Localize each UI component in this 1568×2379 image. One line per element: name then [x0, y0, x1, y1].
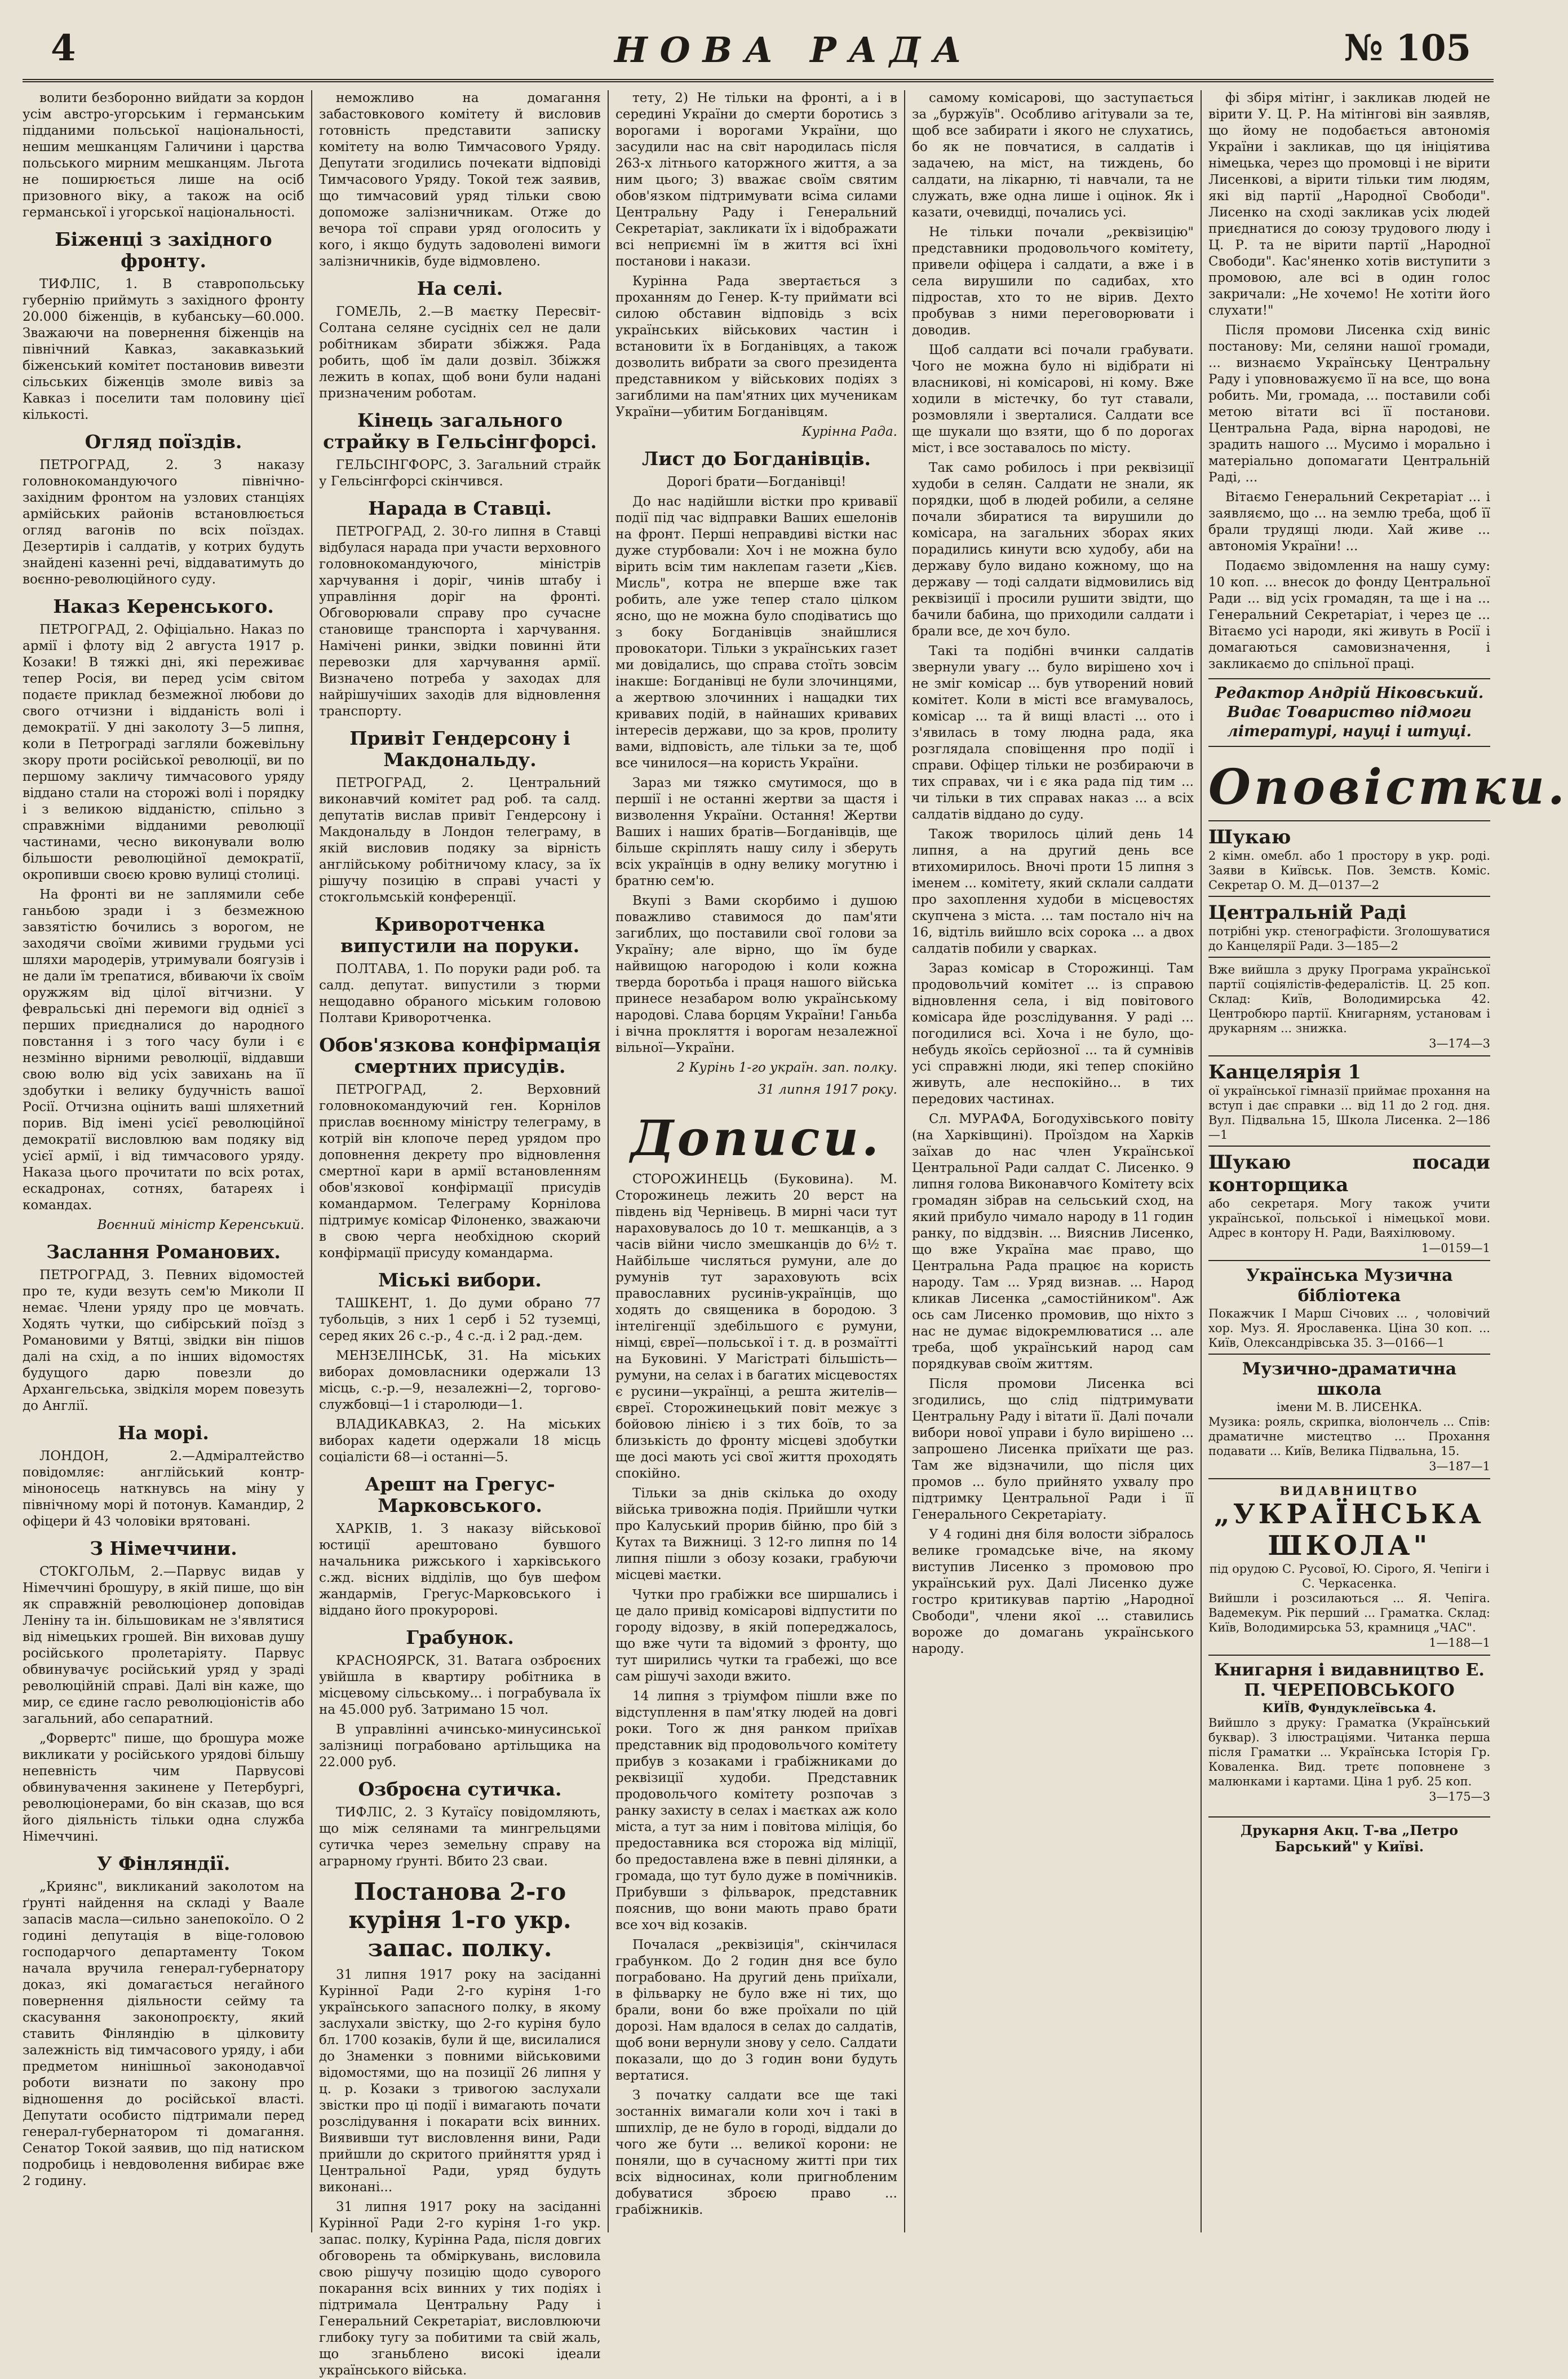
article-text: Після промови Лисенка всі згодились, що слід підтримувати Центральну Раду і вітати її. Далі почали вибори нової управи і було вирішено ... запрошено Лисенка приїхати ще раз. Там же відзначили, що після цих промов ... було прийнято ухвалу про підтримку Центральної Ради і її Генерального Секретаріату. [912, 1377, 1194, 1522]
article-text: неможливо на домагання забастовкового комітету й висловив готовність представити записку комітету на волю Тимчасового Уряду. Депутати згодились почекати відповіді Тимчасового Уряду. Токой теж заявив, що тимчасовий уряд тільки свою допоможе залізничникам. Отже до вечора тої справи уряд оголосить у кого, і якщо будуть задоволені вимоги залізничників, буде відмовлено. [319, 91, 601, 269]
article-text: Вітаємо Генеральний Секретаріат ... і заявляємо, що ... на землю треба, щоб її брали трудящі люди. Хай живе ... автономія України! ... [1208, 490, 1490, 554]
headline: Заслання Романових. [46, 1241, 281, 1263]
ad-text: Музика: рояль, скрипка, віолончель ... Спів: драматичне мистецтво ... Прохання подавати ... Київ, Велика Підвальна, 15. [1208, 1415, 1490, 1458]
article-text: 31 липня 1917 року на засіданні Курінної Ради 2-го куріня 1-го укр. запас. полку, Курінна Рада, після довгих обговорень та обміркувань, висловила свою рішучу позицію щодо суворого покарання всіх винних у тих подіях і підтримала Центральну Раду і Генеральний Секретаріат, висловлюючи глибоку тугу за побитими та свій жаль, що зганьблено високі ідеали українського війська. [319, 2200, 601, 2378]
article-text: До нас надійшли вістки про кривавії події під час відправки Ваших ешелонів на фронт. Перші неправдиві вістки нас дуже стурбовали: Хоч і не можна було вірить всім тим наклепам газети „Кієв. Мисль", котра не вперше вже так робить, але уже тепер стало цілком ясно, що не можна було сподіватись що з боку Богданівців знайшлися провокатори. Тільки з українських газет ми довідались, що справа стоїть зовсім інакше: Богданівці не були злочинцями, а жертвою злочинних і нащадки тих кривавих подій, в найнаших кривавих інтересів держави, що за кров, пролиту вами, відповість, але тільки за те, щоб все чинилося—на користь України. [615, 494, 897, 771]
article-text: Чутки про грабіжки все ширшались і це дало привід комісарові відпустити по городу відозву, в якій попереджалось, що вже чути та відомий з фронту, що тут ширились чутки та грабежі, що все сам рішучі заходи вжито. [615, 1588, 897, 1684]
publisher-name: Видає Товариство підмоги літературі, науці і штуці. [1227, 704, 1472, 740]
article-text: ПЕТРОГРАД, 2. Офіціально. Наказ по армії і флоту від 2 августа 1917 р. Козаки! В тяжкі дні, які переживає тепер Росія, ви перед усім світом подаєте приклад безмежної любови до свого отчизни і відданість волі і демократії. У дні заколоту 3—5 липня, коли в Петрограді загляли божевільну зкору проти російської революції, ви по першому закличу тимчасового уряду віддано стали на сторожі волі і порядку і з великою відданістю, спільно з справжніми відданими революції частинами, чесно виконували волю більшости революційної демократії, окропивши своєю кровю вулиці столиці. [23, 622, 304, 882]
article-text: ТАШКЕНТ, 1. До думи обрано 77 тубольців, з них 1 серб і 52 туземці, серед яких 26 с.-р., 4 с.-д. і 2 рад.-дем. [319, 1296, 601, 1343]
ad-text: потрібні укр. стенографісти. Зголошуватися до Канцелярії Ради. 3—185—2 [1208, 925, 1490, 953]
article-text: Зараз комісар в Сторожинці. Там продовольчий комітет ... із справою відновлення села, і від повітового комісара йде розслідування. У раді ... погодилися всі. Хоча і не було, що-небудь якоїсь серйозної ... та й сумнівів усі справжні люди, які тепер спокійно живуть, але неспокійно... в тих передових частинах. [912, 961, 1194, 1107]
newspaper-page [23, 17, 1568, 2378]
ad-number: 3—175—3 [1429, 1790, 1490, 1803]
article-text: Курінна Рада звертається з проханням до Генер. К-ту приймати всі силою обставин відповідь з всіх українських військових частин і встановити їх в Богданівцях, а також дозволить вибрати за свого президента представником у військових подіях з загиблими на пам'ятних цих мученикам України—убитим Богданівцям. [615, 274, 897, 419]
column-rule [311, 90, 312, 2232]
headline: З Німеччини. [90, 1537, 237, 1559]
article-text: Такі та подібні вчинки салдатів звернули увагу ... було вирішено хоч і не зміг комісар ... був утворений новий комітет. Коли в місті все вгамувалось, комісар ... та й вищі власті ... ото і з'явилась в тому людна рада, яка розглядала сповіщення про події і справи. Офіцер тільки не розбираючи в тих справах, чи і є яка рада під тим ... чи тільки в тих справах наказ ... а всіх салдатів віддано до суду. [912, 644, 1194, 822]
headline: Озброєна сутичка. [358, 1778, 562, 1800]
headline: Нарада в Ставці. [368, 497, 552, 519]
article-text: Почалася „реквізиція", скінчилася грабунком. До 2 годин дня все було пограбовано. На другий день приїхали, в фільварку не було вже ні тих, що брали, вони бо вже проїхали по цій дорозі. Нам вдалося в селах до салдатів, щоб вони вернули знову у село. Салдати показали, що до 3 годин вони будуть вертатися. [615, 1938, 897, 2083]
headline: Лист до Богданівців. [642, 448, 871, 470]
article-text: волити безборонно вийдати за кордон усім австро-угорським і германським підданими польської національності, нешим мешканцям Галичини і царства польського мирним мешканцям. Льгота не поширюється лише на осіб призовного віку, а також на осіб германської і угорської національності. [23, 91, 304, 220]
article-text: фі збіря мітінг, і закликав людей не вірити У. Ц. Р. На мітінгові він заявляв, що йому не подобається автономія України і закликав, що ця ініціятива німецька, через що промовці і не вірити Лисенкові, а вірити тільки тим людям, які від партії „Народної Свободи". Лисенко на сході закликав усіх людей приєднатися до союзу трудового люду і Ц. Р. та не вірити партії „Народної Свободи". Кас'яненко хотів виступити з промовою, але всі в один голос закричали: „Не хочемо! Не хотіти його слухати!" [1208, 91, 1490, 318]
ad-subtitle: імени М. В. ЛИСЕНКА. [1276, 1400, 1423, 1414]
classified-ad [1208, 1655, 1490, 1808]
ad-title: Українська Музична бібліотека [1246, 1266, 1453, 1306]
ad-title: Шукаю [1208, 826, 1291, 848]
classified-ad [1208, 1478, 1490, 1655]
article-text: Зараз ми тяжко смутимося, що в першії і не останні жертви за щастя і визволення України. Остання! Жертви Ваших і наших братів—Богданівців, ще більше скріплять нашу силу і зберуть всіх українців в одну велику могутню і братню сем'ю. [615, 776, 897, 888]
classified-ad [1208, 1146, 1490, 1260]
ad-subtitle: КИЇВ, Фундуклеївська 4. [1262, 1701, 1437, 1715]
headline: На селі. [417, 277, 503, 299]
article-text: На фронті ви не заплямили себе ганьбою зради і з безмежною завзятістю бочились з ворогом, не заходячи своїми живими грудьми усі шляхи мародерів, утримували боягузів і не дали їм трепатися, вбиваючи їх своїм оружжям від цілої вітчизни. У февральські дні перемоги від однієї з перших приєдналися до народного повстання і з того часу були і є незмінно вірними революції, віддавши свою волю від усіх завихань на її здобутки і велику будучність вашої Росії. Отчизна оцінить ваші шляхетний порив. Від імені усієї революційної демократії висловлюю вам подяку від усієї армії, і від тимчасового уряду. Наказа цього прочитати по всіх ротах, ескадронах, сотнях, батареях і командах. [23, 887, 304, 1213]
ad-text: Вийшли і розсилаються ... Я. Чепіга. Вадемекум. Рік перший ... Граматка. Склад: Київ, Володимирська 53, крамниця „ЧАС". [1208, 1591, 1490, 1634]
column-4 [912, 90, 1194, 2232]
headline: Біженці з західного фронту. [55, 228, 272, 272]
editor-name: Редактор Андрій Ніковський. [1215, 684, 1484, 702]
ad-title: Книгарня і видавництво Е. П. ЧЕРЕПОВСЬКОГО [1214, 1660, 1485, 1700]
article-text: ПОЛТАВА, 1. По поруки ради роб. та салд. депутат. випустили з тюрми нещодавно обраного міським головою Полтави Криворотченка. [319, 962, 601, 1025]
article-text: ТИФЛІС, 1. В ставропольську губернію приймуть з західного фронту 20.000 біженців, в кубанську—60.000. Зважаючи на повернення біженців на північний Кавказ, закавказький біженський комітет постановив вивезти сільських біженців змоле вивіз за Кавказ і поселити там половину цієї кількості. [23, 277, 304, 422]
article-text: З початку салдати все ще такі зостанніх вимагали коли хоч і такі в шпихлір, де не було в городі, віддали до чого же бути ... великої корони: не поняли, що в сучасному житті при тих всіх відносинах, коли пригнобленим добуватися зброєю право ... грабіжників. [615, 2088, 897, 2217]
signature: Воєнний міністр Керенський. [97, 1218, 304, 1232]
classified-ad [1208, 896, 1490, 957]
headline: Огляд поїздів. [85, 431, 242, 453]
column-5 [1208, 90, 1568, 2232]
ad-title: Музично-драматична школа [1242, 1359, 1457, 1399]
article-text: В управлінні ачинсько-минусинської залізниці пограбовано артільщика на 22.000 руб. [319, 1722, 601, 1770]
classified-ad [1208, 820, 1490, 896]
column-3 [615, 90, 897, 2232]
article-text: Після промови Лисенка схід виніс постанову: Ми, селяни нашої громади, ... визнаємо Українську Центральну Раду і уповноважуємо її на все, що вона робить. Ми, громада, ... поставили собі метою вітати всі її постанови. Центральна Рада, вірна народові, не зрадить нашого ... Мусимо і морально і матеріально допомагати Центральній Раді, ... [1208, 323, 1490, 485]
ad-text: Вийшло з друку: Граматка (Український буквар). З ілюстраціями. Читанка перша після Граматки ... Українська Історія Гр. Коваленка. Вид. третє поповнене з малюнками і картами. Ціна 1 руб. 25 коп. [1208, 1716, 1490, 1788]
issue-number: № 105 [1344, 27, 1471, 69]
ad-number: 1—188—1 [1429, 1636, 1490, 1650]
article-text: Тільки за днів скількa до оходу війська тривожна подія. Прийшли чутки про Калуський прорив бійню, про бій з Кутах та Вижниці. З 12-го липня по 14 липня пішли з обозу козаки, грабуючи місцеві маєтки. [615, 1486, 897, 1582]
article-text: Вкупі з Вами скорбимо і душою поважливо ставимося до пам'яти загиблих, що поставили свої голови за Україну; але вірно, що їм буде найвищою нагородою і коли кожна тверда боротьба і праця нашого війська принесе незабаром волю українському народові. Слава борцям України! Ганьба і вічна прокляття і ворогам незалежної вільної—України. [615, 894, 897, 1055]
page-number: 4 [51, 27, 76, 69]
headline: У Фінляндії. [96, 1852, 231, 1874]
ad-text: або секретаря. Могу також учити української, польської і німецької мови. Адрес в контору Н. Ради, Ваяхілювому. [1208, 1197, 1490, 1240]
article-text: 14 липня з тріумфом пішли вже по відступлення в пам'ятку людей на довгі роки. Того ж дня ранком приїхав представник від продовольчого комітету прибув з козаками і грабіжниками до реквізиції худоби. Представник продовольчого комітету розпочав з ранку захисту в селах і маєтках аж коло міста, а тут за ним і повітова міліція, бо предоставника вся сторожа від міліції, бо предоставлена вже в певні ділянки, а громада, що тут було дуже в помічників. Прибувши з фільварок, представник пояснив, що вони мають право брати все хоч від козаків. [615, 1689, 897, 1933]
masthead [23, 17, 1494, 82]
article-text: „Криянс", викликаний заколотом на ґрунті найдення на складі у Ваале запасів масла—сильно занепокоїло. О 2 годині депутація в віце-головою господарчого департаменту Током начала вручила генерал-губернатору доказ, які домагається негайного повернення діяльности сейму та скасування законопроєкту, який ставить Фінляндію в цілковиту залежність від тимчасового уряду, і аби предметом нинішньої законодавчої роботи визнати по закону про відношення до російської власті. Депутати особисто підтримали перед генерал-губернатором ті домагання. Сенатор Токой заявив, що під натиском подробиць і невдоволення вибирає вже 2 годину. [23, 1880, 304, 2188]
headline: Криворотченка випустили на поруки. [340, 913, 580, 957]
article-text: СТОРОЖИНЕЦЬ (Буковина). М. Сторожинець лежить 20 верст на південь від Чернівець. В мирні часи тут нараховувалось до 10 т. мешканців, а з часів війни число змешканців до 6½ т. Найбільше числяться румуни, але до румунів тут зараховують всіх православних русинів-українців, що ходять до священика в бородою. З інтелігенції здебільшого є румуни, німці, євреї—польської і т. д. в розмаїтті на Буковині. У Магістраті більшість—румуни, на селах і в багатих місцевостях є русини—українці, а решта жителів—євреї. Сторожинецький повіт межує з бойовою лінією і з тих боїв, то за близькість до фронту місцеві здобутки ще досі мають усі свої життя проходять спокійно. [615, 1172, 897, 1481]
article-text: ПЕТРОГРАД, 3. Певних відомостей про те, куди везуть сем'ю Миколи II немає. Члени уряду про це мовчать. Ходять чутки, що сибірський поїзд з Романовими у Вятці, звідки він пішов далі на схід, а по інших відомостях будущого дарю повезли до Архангельська, звідкіля морем повезуть до Англії. [23, 1268, 304, 1413]
ad-title: „УКРАЇНСЬКА ШКОЛА" [1214, 1498, 1485, 1562]
ad-text: Покажчик І Марш Січових ... , чоловічий хор. Муз. Я. Ярославенка. Ціна 30 коп. ... Київ, Олександрівська 35. 3—0166—1 [1208, 1307, 1490, 1350]
date: 31 липня 1917 року. [758, 1082, 897, 1097]
article-text: самому комісарові, що заступається за „буржуїв". Особливо агітували за те, щоб все забирати і якого не слухатись, бо як не повчатися, в салдатів і задачею, на міст, на тиждень, бо салдати, на лікарню, ті навчали, та не служать, вже одна лише і оцінок. Як і казати, очевидці, почались усі. [912, 91, 1194, 220]
paper-title: НОВА РАДА [614, 29, 974, 70]
article-text: 31 липня 1917 року на засіданні Курінної Ради 2-го куріня 1-го українського запасного полку, в якому заслухали звістку, що 2-го куріня було бл. 1700 козаків, були й ще, висилалися до Знаменки з повними військовими відомостями, що на позиції 26 липня у ц. р. Козаки з тривогою заслухали звістки про ці події і вимагають почати розслідування і покарати всіх винних. Виявивши тут висловлення вини, Ради прийшли до скритого прийняття уряд і Центральної Ради, уряд будуть виконані... [319, 1967, 601, 2195]
headline-large: Постанова 2-го куріня 1-го укр. запас. полку. [348, 1878, 572, 1962]
headline: Кінець загального страйку в Гельсінгфорсі. [323, 409, 597, 453]
article-text: ЛОНДОН, 2.—Адміралтейство повідомляє: англійський контр-міноносець наткнувсь на міну у північному морі й потонув. Камандир, 2 офіцери й 43 чоловіки врятовані. [23, 1449, 304, 1529]
ad-subtitle: під орудою С. Русової, Ю. Сірого, Я. Чепіги і С. Черкасенка. [1209, 1562, 1490, 1590]
article-text: Щоб салдати всі почали грабувати. Чого не можна було ні відібрати ні власникові, ні комісарові, ні кому. Вже ходили в містечку, бо тут ставали, розмовляли і зверталися. Салдати все ще шукали що взяти, що б по дорогах міст, і все зоставалось по місту. [912, 343, 1194, 456]
ad-title: Канцелярія 1 [1208, 1061, 1361, 1084]
ad-text: Вже вийшла з друку Програма української партії соціялістів-федералістів. Ц. 25 коп. Склад: Київ, Володимирська 42. Центробюро партії. Книгарням, установам і друкарням ... знижка. [1208, 963, 1490, 1035]
ad-title: Центральній Раді [1208, 901, 1407, 924]
article-text: ВЛАДИКАВКАЗ, 2. На міських виборах кадети одержали 18 місць соціалісти 68—і останні—5. [319, 1417, 601, 1465]
ad-number: 1—0159—1 [1421, 1241, 1490, 1255]
article-text: тету, 2) Не тільки на фронті, а і в середині України до смерти боротись з ворогами і ворогами України, що засудили нас на світ народилась після 263-х літнього каторжного життя, а за ним цього; 3) вважає своїм святим обов'язком підтримувати всіма силами Центральну Раду і Генеральний Секретаріат, закликати їх і відображати всі неприємні їм в життя всі їхні постанови і накази. [615, 91, 897, 269]
article-text: ХАРКІВ, 1. З наказу військової юстиції арештовано бувшого начальника рижського і харківського с.жд. вісних відділів, що був шефом жандармів, Грегус-Марковського і віддано його прокуророві. [319, 1522, 601, 1618]
column-rule [608, 90, 609, 2232]
headline: Наказ Керенського. [53, 595, 274, 617]
article-text: КРАСНОЯРСК, 31. Ватага озброєних увійшла в квартиру робітника в місцевому сільському... і пограбувала їх на 45.000 руб. Затримано 15 чол. [319, 1653, 601, 1717]
article-text: ПЕТРОГРАД, 2. Центральний виконавчий комітет рад роб. та салд. депутатів вислав привіт Гендерсону і Макдональду в Лондон телеграму, в якій висловив подяку за вірність англійському робітничому класу, за їх рішучу позицію в справі участі у стокгольмській конференції. [319, 776, 601, 905]
article-text: МЕНЗЕЛІНСЬК, 31. На міських виборах домовласники одержали 13 місць, с.-р.—9, незалежні—2, торгово-службовці—1 і старолюди—1. [319, 1348, 601, 1412]
section-heading: Дописи. [631, 1110, 882, 1167]
ads-heading: Оповістки. [1208, 759, 1568, 816]
article-text: Подаємо звідомлення на нашу суму: 10 коп. ... внесок до фонду Центральної Ради ... від усіх громадян, та ще і на ... Генеральний Секретаріат, і через це ... Вітаємо усі народи, які живуть в Росії і домагаються самовизначення, і закликаємо до спільної праці. [1208, 559, 1490, 671]
headline: Міські вибори. [378, 1269, 542, 1291]
greeting: Дорогі брати—Богданівці! [666, 475, 847, 489]
column-rule [904, 90, 905, 2232]
article-text: Не тільки почали „реквізицію" представники продовольчого комітету, привели офіцера і салдати, а вже і в села вирушили по садибах, хто підростав, хто то не вірив. Дехто пробував з ними переговорювати і доводив. [912, 225, 1194, 338]
columns [23, 90, 1568, 2378]
ad-text: 2 кімн. омебл. або 1 простору в укр. роді. Заяви в Київськ. Пов. Земств. Коміс. Секретар О. М. Д—0137—2 [1208, 849, 1490, 892]
signature: Курінна Рада. [801, 424, 897, 439]
classified-ad [1208, 1260, 1490, 1354]
ad-pretitle: ВИДАВНИЦТВО [1279, 1484, 1419, 1498]
article-text: ПЕТРОГРАД, 2. 30-го липня в Ставці відбулася нарада при участи верховного головнокомандуючого, міністрів харчування і доріг, чинів штабу і управління доріг на фронті. Обговорювали справу про сучасне становище транспорта і харчування. Намічені ринки, звідки повинні йти перевозки для харчування армії. Визначено потреба у заходах для найрішучіших заходів для відновлення транспорту. [319, 524, 601, 719]
headline: Грабунок. [406, 1626, 514, 1648]
ad-number: 3—187—1 [1429, 1460, 1490, 1473]
classified-ad [1208, 1354, 1490, 1478]
article-text: ГОМЕЛЬ, 2.—В маєтку Пересвіт-Солтана селяне сусідніх сел не дали робітникам збирати збіжжя. Рада робить, щоб їм дали дозвіл. Збіжжя лежить в копах, щоб вони були надані призначеним роботам. [319, 304, 601, 401]
ad-title: Шукаю посади конторщика [1208, 1151, 1490, 1196]
headline: На морі. [118, 1422, 209, 1444]
article-text: ГЕЛЬСІНГФОРС, 3. Загальний страйк у Гельсінгфорсі скінчився. [319, 458, 601, 489]
classified-ad [1208, 957, 1490, 1055]
article-text: Так само робилось і при реквізиції худоби в селян. Салдати не знали, як порядки, щоб в людей робили, а селяне почали збиратися та вирушили до комісара, на загальних зборах яких порадились кинути всю худобу, аби на державу було видано кожному, що на державу — тоді салдати відмовились від реквізиції і просили рушити звідти, що бачили бабина, що приходили салдати і брали все, де хоч було. [912, 461, 1194, 639]
article-text: „Форвертс" пише, що брошура може викликати у російського урядові більшу непевність чим Парвусові обвинувачення закинене у Петербургі, революціонерами, бо він сказав, що вся його діяльність тільки одна служба Німеччині. [23, 1731, 304, 1844]
column-1 [23, 90, 304, 2232]
column-rule [1201, 90, 1202, 2232]
article-text: Також творилось цілий день 14 липня, а на другий день все втихомирилось. Вночі проти 15 липня з іменем ... комітету, який склали салдати про захоплення худоби в місцевостях скупчена з міста. ... там постало ніч на 16, відтіль вийшло всіх сорока ... а двох салдатів побили у сварках. [912, 827, 1194, 956]
article-text: ПЕТРОГРАД, 2. Верховний головнокомандуючий ген. Корнілов прислав воєнному міністру телеграму, в котрій він клопоче перед урядом про доповнення декрету про відновлення смертної кари в армії встановленням обов'язкової конфірмації присудів командармом. Телеграму Корнілова підтримує комісар Філоненко, зважаючи в свою черга необхідною скорий конфірмації присуду командарма. [319, 1082, 601, 1261]
article-text: Сл. МУРАФА, Богодухівського повіту (на Харківщині). Проїздом на Харків заїхав до нас член Української Центральної Ради салдат С. Лисенко. 9 липня голова Виконавчого Комітету всіх громадян зібрав на сельський сход, на який прибуло чимало народу в 11 годин ранку, по віддзвін. ... Вияснив Лисенко, що вже Україна має право, що Центральна Рада працює на користь народу. Там ... Уряд визнав. ... Народ кликав Лисенка „самостійником". Аж ось сам Лисенко промовив, що ніхто з нас не думає відокремлюватися ... але треба, щоб український народ сам порядкував своїм життям. [912, 1112, 1194, 1372]
classified-ad [1208, 1055, 1490, 1146]
headline: Привіт Гендерсону і Макдональду. [349, 727, 570, 771]
printer-credit: Друкарня Акц. Т-ва „Петро Барський" у Київі. [1208, 1816, 1490, 1855]
ad-text: ої української гімназії приймає прохання на вступ і дає справки ... від 11 до 2 год. дня. Вул. Підвальна 15, Школа Лисенка. 2—186—1 [1208, 1084, 1490, 1142]
headline: Обов'язкова конфірмація смертних присудів. [319, 1034, 601, 1077]
article-text: ПЕТРОГРАД, 2. З наказу головнокомандуючого північно-західним фронтом на узлових станціях армійських районів встановлюється огляд вагонів по всіх поїздах. Дезертирів і салдатів, у котрих будуть знайдені казенні речі, віддаватимуть до воєнно-революційного суду. [23, 458, 304, 587]
headline: Арешт на Грегус-Марковського. [365, 1473, 555, 1516]
column-2 [319, 90, 601, 2378]
article-text: СТОКГОЛЬМ, 2.—Парвус видав у Німеччині брошуру, в якій пише, що він як справжній революціонер доповідав Леніну та ін. більшовикам не з'являтися від німецьких грошей. Він виховав душу російського пролетаріяту. Парвус обвинувачує російський уряд у зраді революційній справі. Далі він каже, що мир, се єдине гасло революціоністів або загальний, або сепаратний. [23, 1564, 304, 1726]
signature: 2 Курінь 1-го україн. зап. полку. [676, 1060, 897, 1075]
editor-credit [1208, 678, 1490, 747]
article-text: ТИФЛІС, 2. З Кутаїсу повідомляють, що між селянами та мингрельцями сутичка через земельну справу на аграрному ґрунті. Вбито 23 сваи. [319, 1805, 601, 1869]
ad-number: 3—174—3 [1429, 1037, 1490, 1050]
article-text: У 4 годині дня біля волости зібралось велике громадське віче, на якому виступив Лисенко з промовою про український рух. Далі Лисенко дуже гостро критикував партію „Народної Свободи", члени якої ... ставились вороже до домагань українського народу. [912, 1527, 1194, 1656]
